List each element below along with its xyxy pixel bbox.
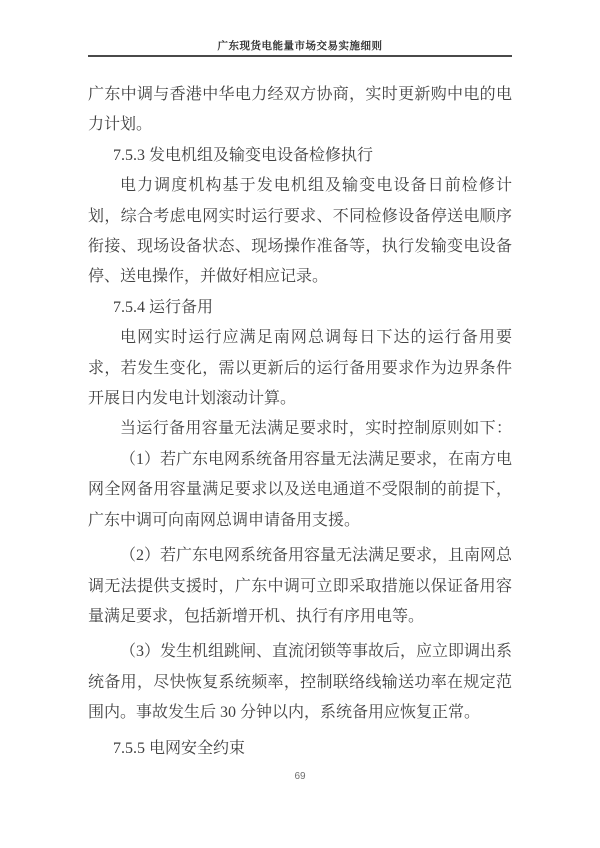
list-item-2-line: （2）若广东电网系统备用容量无法满足要求，且南网总 (120, 547, 513, 565)
section-heading-7-5-4: 7.5.4 运行备用 (113, 298, 214, 316)
body-line: 衔接、现场设备状态、现场操作准备等，执行发输变电设备 (88, 238, 512, 256)
body-line: 停、送电操作，并做好相应记录。 (88, 268, 329, 286)
body-line: 力计划。 (88, 116, 153, 134)
document-body (88, 80, 512, 764)
body-line: 围内。事故发生后 30 分钟以内，系统备用应恢复正常。 (88, 704, 481, 722)
body-line: 电网实时运行应满足南网总调每日下达的运行备用要 (120, 329, 512, 347)
body-line: 划，综合考虑电网实时运行要求、不同检修设备停送电顺序 (88, 207, 512, 225)
body-line: 调无法提供支援时，广东中调可立即采取措施以保证备用容 (88, 577, 512, 595)
list-item-3-line: （3）发生机组跳闸、直流闭锁等事故后，应立即调出系 (120, 643, 513, 661)
list-item-1-line: （1）若广东电网系统备用容量无法满足要求，在南方电 (120, 450, 513, 468)
body-line: 求，若发生变化，需以更新后的运行备用要求作为边界条件 (88, 359, 512, 377)
body-line: 广东中调与香港中华电力经双方协商，实时更新购中电的电 (88, 86, 512, 103)
section-heading-7-5-3: 7.5.3 发电机组及输变电设备检修执行 (113, 146, 374, 164)
header-rule (88, 55, 512, 57)
body-line: 广东中调可向南网总调申请备用支援。 (88, 511, 361, 529)
page-number: 69 (294, 771, 306, 782)
body-line: 开展日内发电计划滚动计算。 (88, 390, 297, 408)
body-line: 当运行备用容量无法满足要求时，实时控制原则如下： (120, 420, 512, 438)
body-line: 电力调度机构基于发电机组及输变电设备日前检修计 (120, 177, 512, 195)
body-line: 量满足要求，包括新增开机、执行有序用电等。 (88, 607, 425, 625)
running-header-title: 广东现货电能量市场交易实施细则 (217, 40, 383, 52)
body-line: 统备用，尽快恢复系统频率，控制联络线输送功率在规定范 (88, 673, 512, 691)
section-heading-7-5-5: 7.5.5 电网安全约束 (113, 739, 246, 757)
body-line: 网全网备用容量满足要求以及送电通道不受限制的前提下， (88, 481, 512, 499)
